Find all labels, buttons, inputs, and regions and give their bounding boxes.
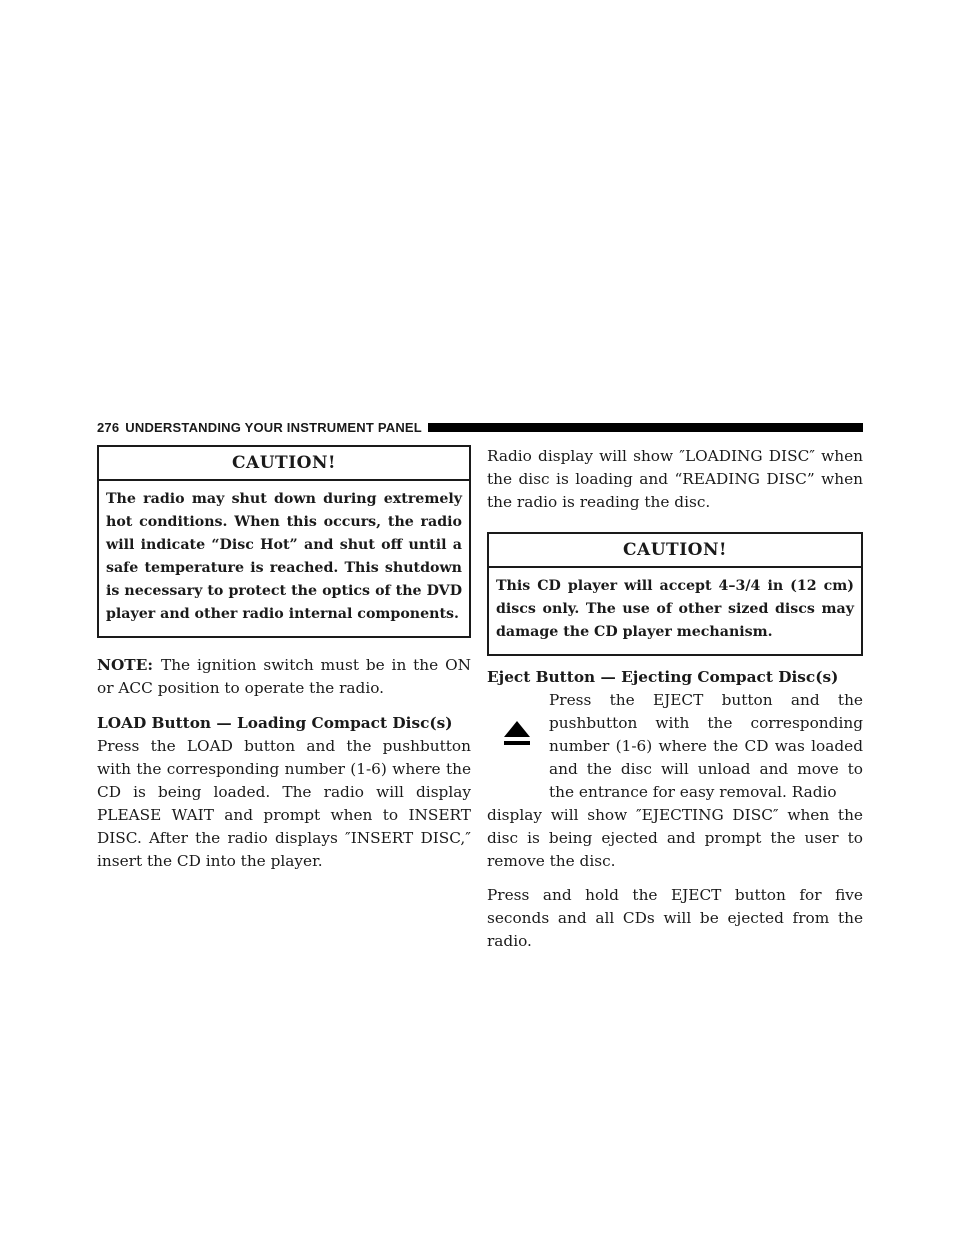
note-paragraph bbox=[97, 654, 471, 700]
eject-heading: Eject Button — Ejecting Compact Disc(s) bbox=[487, 668, 839, 686]
page-number: 276 bbox=[97, 419, 120, 435]
hold-eject-paragraph: Press and hold the EJECT button for five seconds and all CDs will be ejected from the radio. bbox=[487, 886, 863, 950]
load-heading: LOAD Button — Loading Compact Disc(s) bbox=[97, 714, 453, 732]
caution-box-disc-hot bbox=[97, 445, 471, 638]
eject-block bbox=[487, 689, 863, 804]
note-label: NOTE: bbox=[97, 656, 153, 674]
load-paragraph: Press the LOAD button and the pushbutton with the corresponding number (1-6) where the CD is being loaded. The radio will display PLEASE WAIT and prompt when to INSERT DISC. After the radio displays ″INSERT DISC,″ insert the CD into the player. bbox=[97, 737, 471, 870]
eject-icon bbox=[503, 719, 531, 747]
caution-body: This CD player will accept 4–3/4 in (12 cm) discs only. The use of other sized discs may damage the CD player mechanism. bbox=[496, 578, 854, 640]
left-column bbox=[97, 445, 471, 873]
caution-title: CAUTION! bbox=[99, 447, 469, 481]
section-title: UNDERSTANDING YOUR INSTRUMENT PANEL bbox=[125, 419, 422, 435]
right-column bbox=[487, 445, 863, 953]
caution-body: The radio may shut down during extremely hot conditions. When this occurs, the radio will indicate “Disc Hot” and shut off until a safe temperature is reached. This shutdown is necessary to protect the optics of the DVD player and other radio internal components. bbox=[106, 491, 462, 622]
header-rule bbox=[428, 423, 863, 432]
eject-paragraph-rest: display will show ″EJECTING DISC″ when the disc is being ejected and prompt the user to remove the disc. bbox=[487, 806, 863, 870]
page-header bbox=[97, 417, 863, 437]
eject-paragraph-indented: Press the EJECT button and the pushbutton with the corresponding number (1-6) where the CD was loaded and the disc will unload and move to the entrance for easy removal. Radio bbox=[549, 691, 863, 801]
loading-disc-paragraph: Radio display will show ″LOADING DISC″ when the disc is loading and “READING DISC” when the radio is reading the disc. bbox=[487, 447, 863, 511]
caution-title: CAUTION! bbox=[489, 534, 861, 568]
note-text: The ignition switch must be in the ON or ACC position to operate the radio. bbox=[97, 656, 471, 697]
caution-box-disc-size bbox=[487, 532, 863, 656]
